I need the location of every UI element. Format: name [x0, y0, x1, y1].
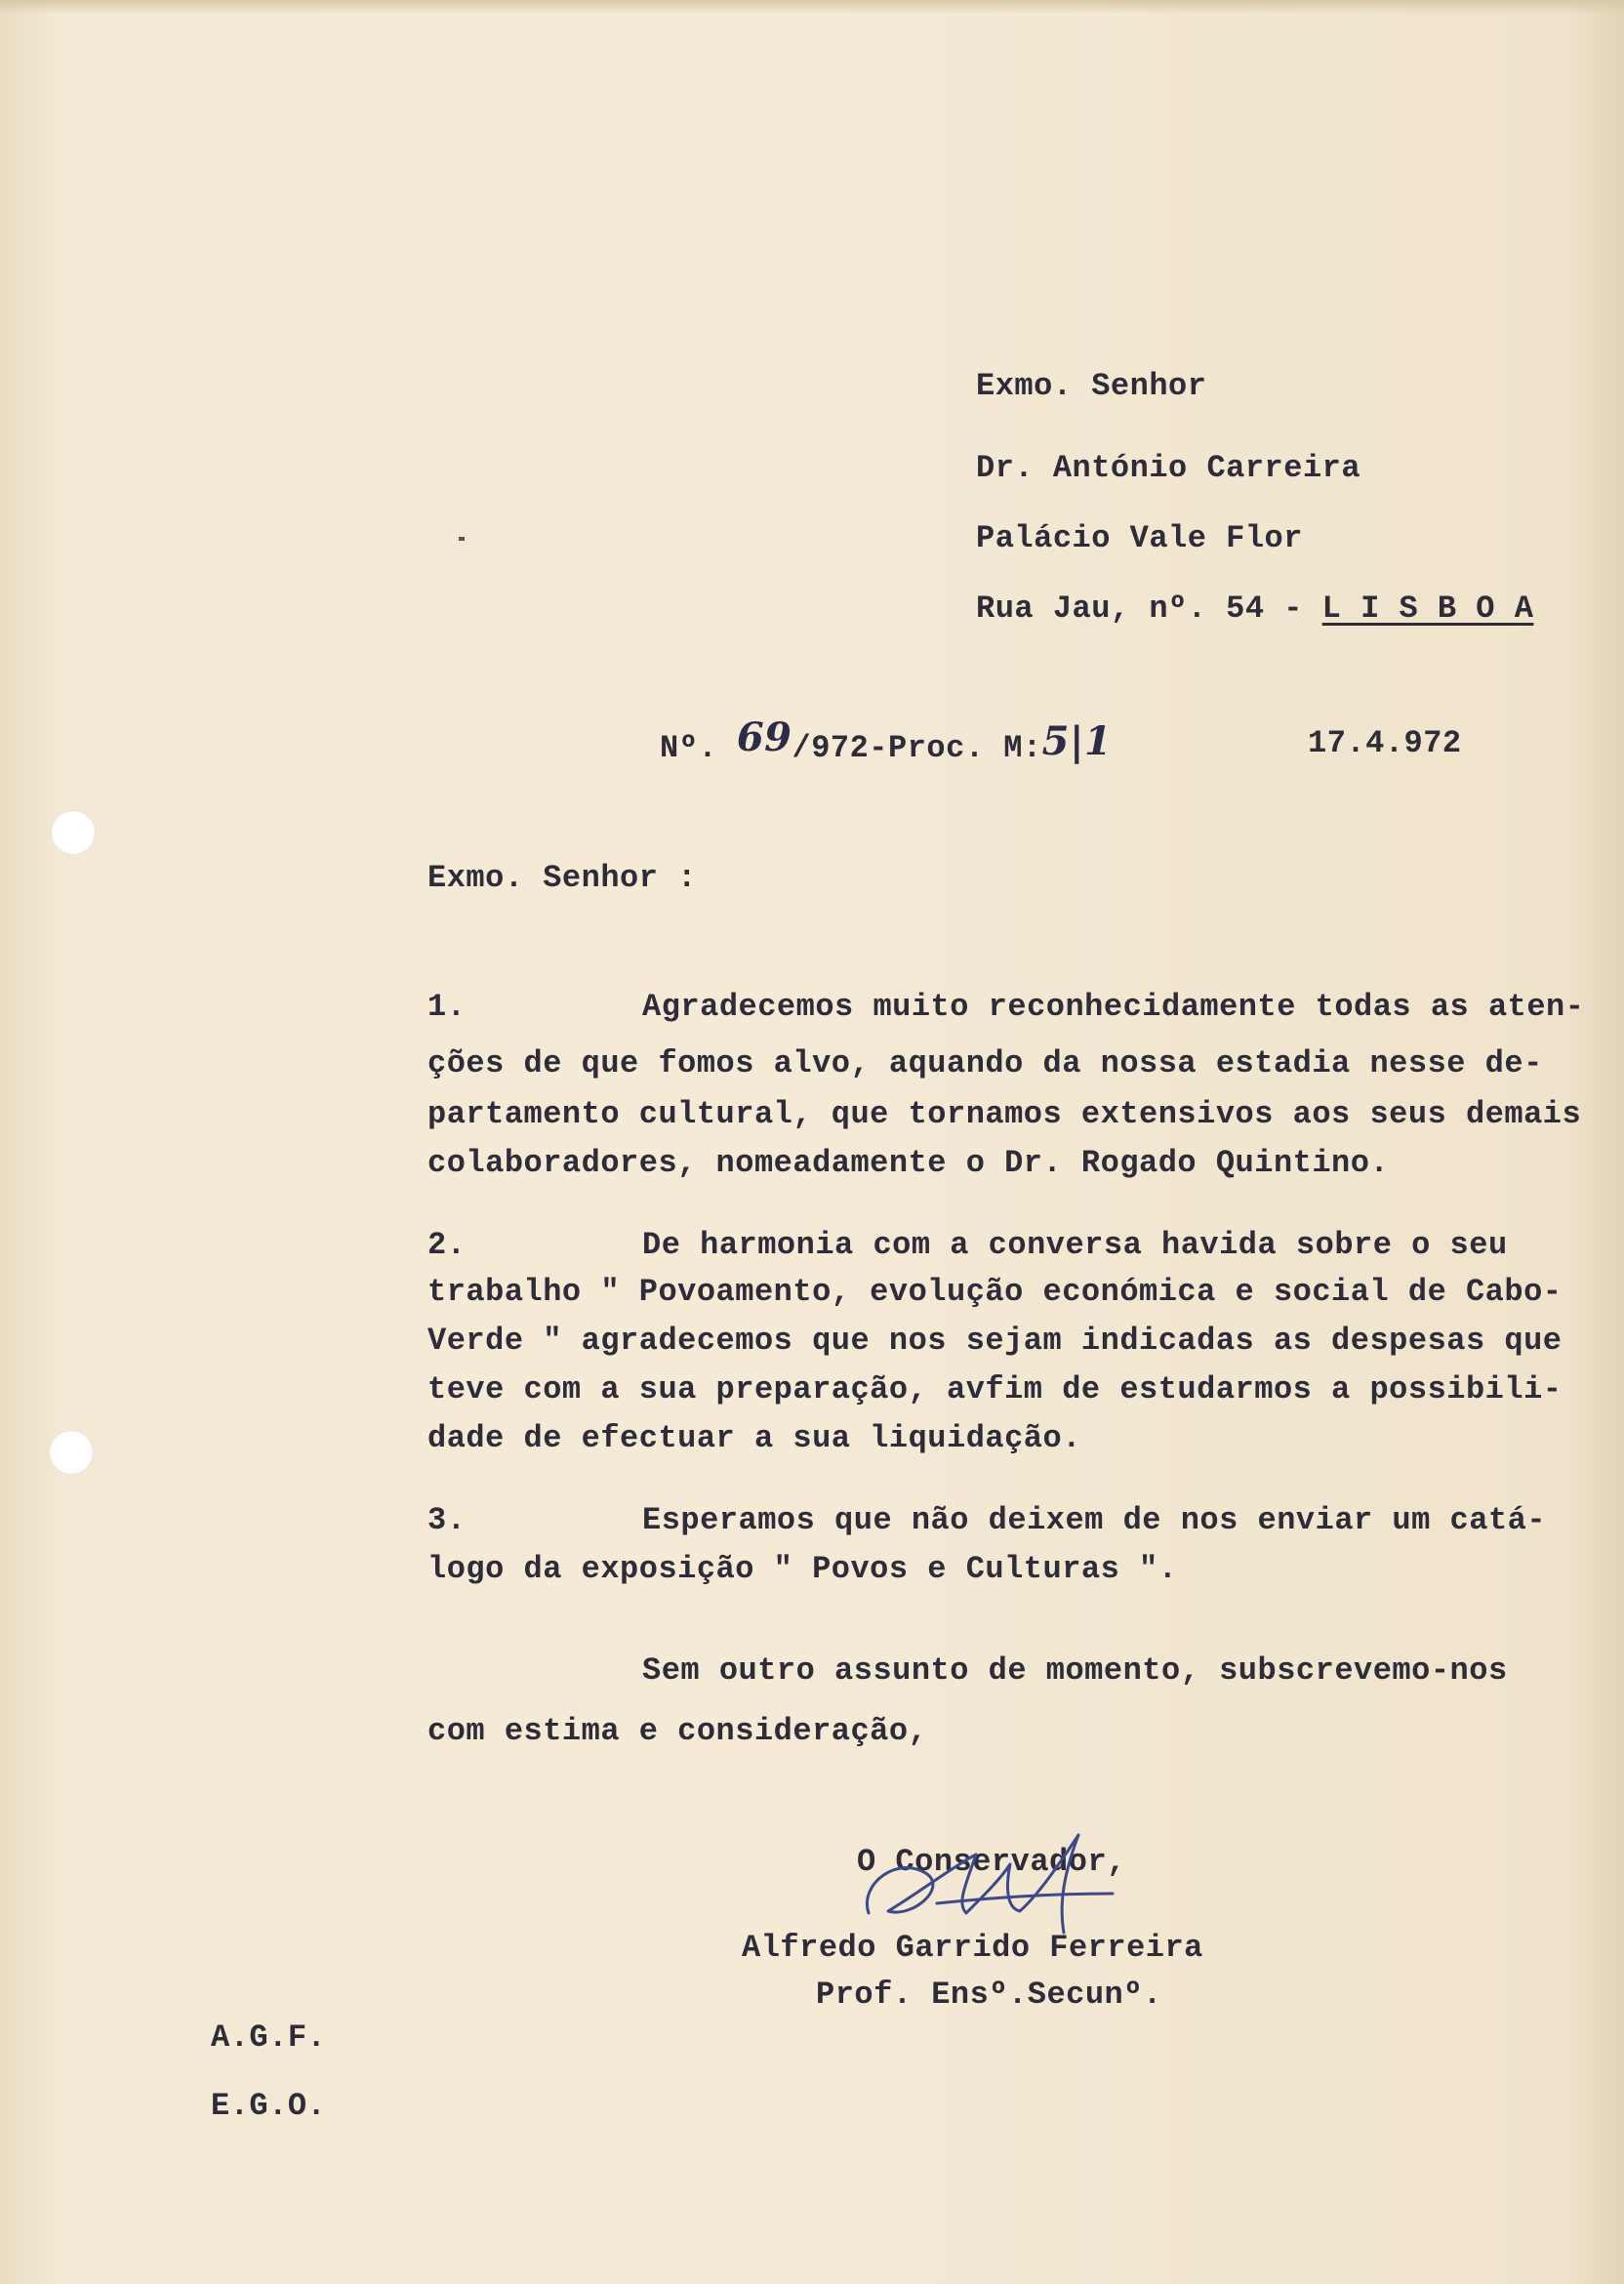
- paragraph-3-number: 3.: [427, 1502, 467, 1538]
- reference-proc-handwritten: 5|1: [1041, 718, 1113, 764]
- reference-prefix: Nº.: [660, 730, 718, 766]
- punch-hole-top: [51, 810, 96, 855]
- paragraph-1-line: ções de que fomos alvo, aquando da nossa estadia nesse de-: [427, 1045, 1543, 1081]
- recipient-name: Dr. António Carreira: [976, 450, 1361, 486]
- signature-title: O Conservador,: [857, 1844, 1126, 1880]
- paragraph-3-line: logo da exposição " Povos e Culturas ".: [427, 1551, 1178, 1587]
- paragraph-1-line: partamento cultural, que tornamos extensivos aos seus demais: [427, 1096, 1582, 1132]
- paragraph-2-line: Verde " agradecemos que nos sejam indicadas as despesas que: [427, 1323, 1563, 1359]
- recipient-salutation: Exmo. Senhor: [976, 368, 1207, 404]
- recipient-street: Rua Jau, nº. 54 -: [976, 591, 1322, 627]
- paragraph-2-number: 2.: [427, 1227, 467, 1263]
- signature-name: Alfredo Garrido Ferreira: [742, 1930, 1203, 1966]
- recipient-address: [976, 590, 1533, 629]
- closing-line-2: com estima e consideração,: [427, 1713, 928, 1749]
- recipient-city: L I S B O A: [1321, 591, 1534, 627]
- initials-author: A.G.F.: [211, 2019, 327, 2056]
- signature-position: Prof. Ensº.Secunº.: [816, 1977, 1162, 2013]
- reference-line: [660, 714, 1113, 768]
- initials-typist: E.G.O.: [211, 2088, 327, 2124]
- paragraph-2-line: teve com a sua preparação, avfim de estudarmos a possibili-: [427, 1371, 1563, 1407]
- paragraph-1-line: colaboradores, nomeadamente o Dr. Rogado Quintino.: [427, 1145, 1390, 1181]
- paragraph-2-line: trabalho " Povoamento, evolução económica e social de Cabo-: [427, 1274, 1563, 1310]
- paragraph-2-line: dade de efectuar a sua liquidação.: [427, 1420, 1081, 1456]
- paragraph-1-number: 1.: [427, 989, 467, 1025]
- paragraph-1-line: Agradecemos muito reconhecidamente todas as aten-: [642, 989, 1585, 1025]
- reference-middle: /972-Proc. M:: [792, 730, 1042, 766]
- paragraph-2-line: De harmonia com a conversa havida sobre o seu: [642, 1227, 1508, 1263]
- paragraph-3-line: Esperamos que não deixem de nos enviar um catá-: [642, 1502, 1547, 1538]
- recipient-building: Palácio Vale Flor: [976, 520, 1303, 556]
- paper-edge: [0, 0, 1624, 14]
- closing-line-1: Sem outro assunto de momento, subscrevemo-nos: [642, 1652, 1508, 1689]
- ink-mark: [459, 537, 465, 541]
- letter-greeting: Exmo. Senhor :: [427, 860, 697, 896]
- punch-hole-bottom: [49, 1430, 94, 1475]
- reference-number-handwritten: 69: [736, 714, 792, 760]
- letter-date: 17.4.972: [1308, 725, 1462, 761]
